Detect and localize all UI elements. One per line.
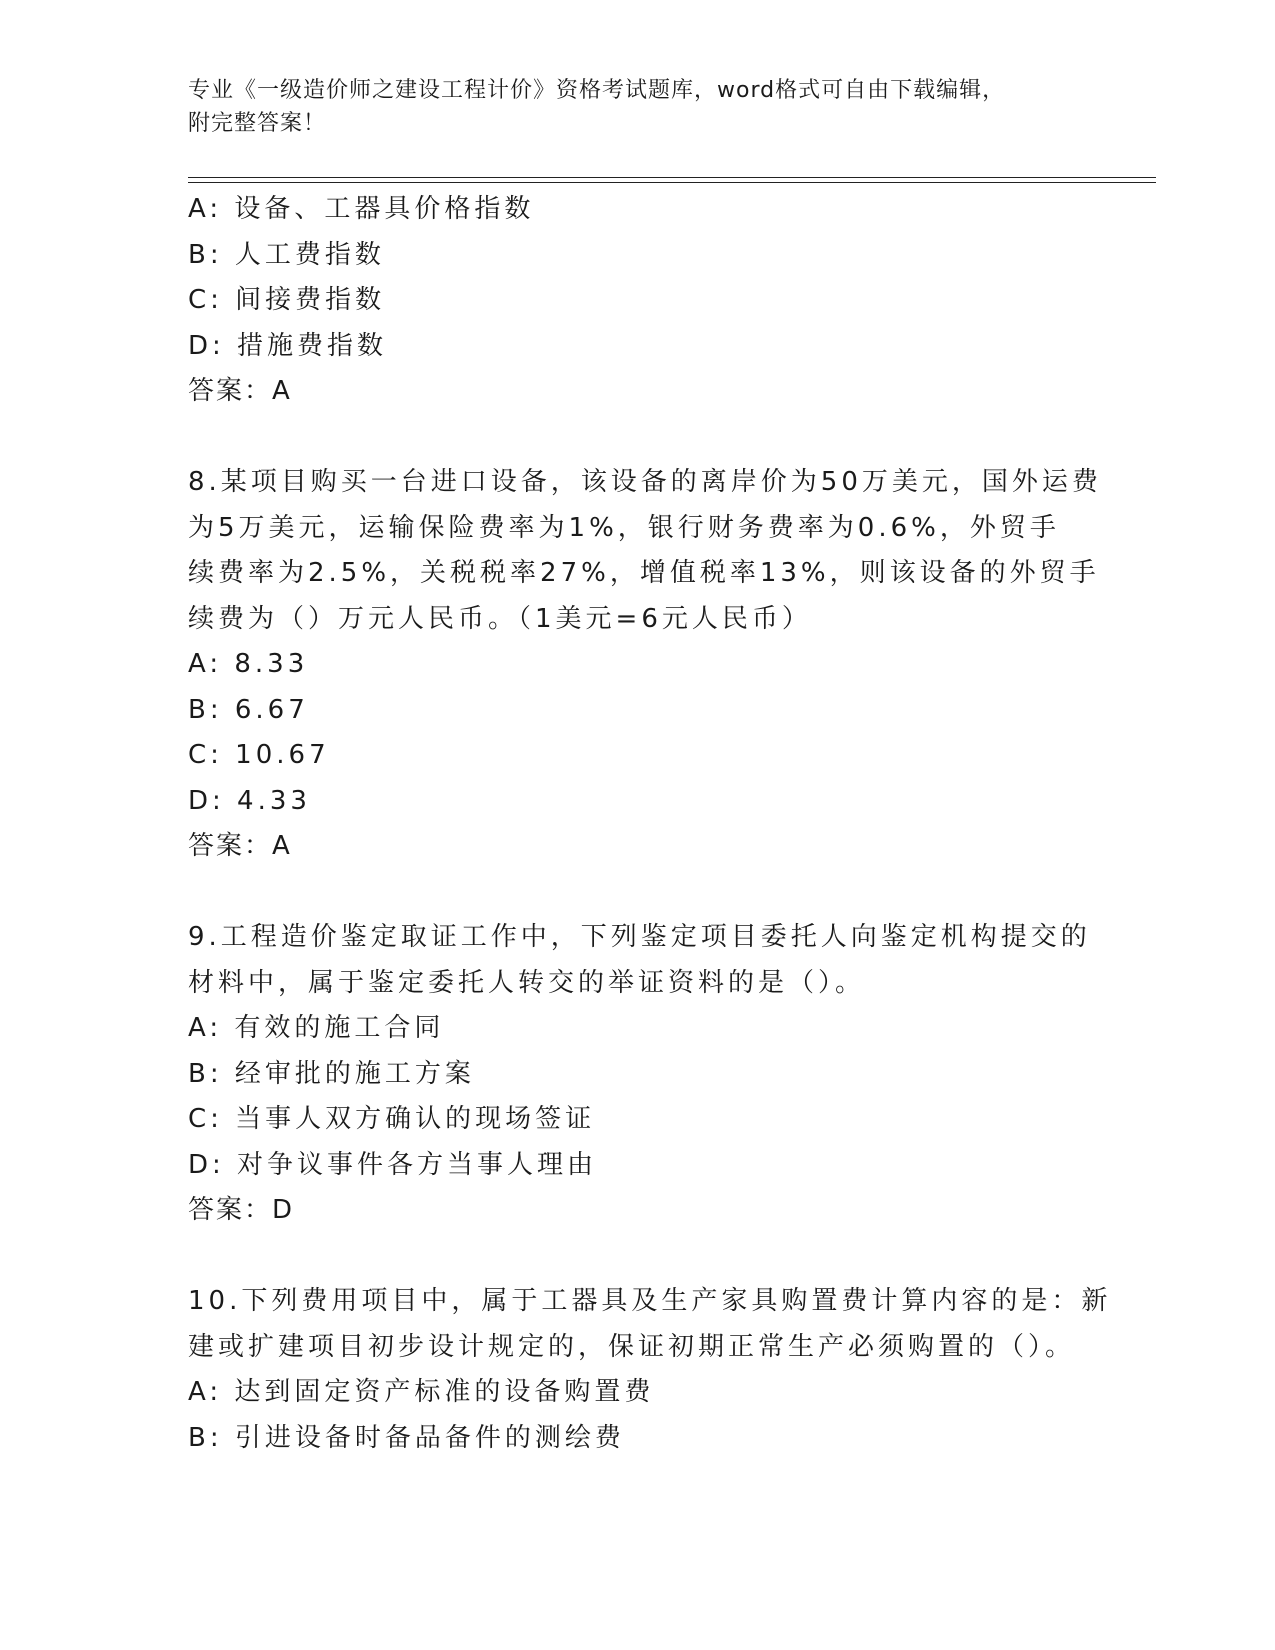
question-list <box>188 187 1112 1461</box>
question-stem-line: 建或扩建项目初步设计规定的，保证初期正常生产必须购置的（）。 <box>188 1331 1076 1362</box>
question-8 <box>188 460 1102 870</box>
header-line-2: 附完整答案！ <box>188 111 327 136</box>
answer: 答案：D <box>188 1195 295 1225</box>
option-b: B: 6.67 <box>188 694 309 725</box>
option-d: D: 对争议事件各方当事人理由 <box>188 1149 598 1180</box>
option-d: D: 措施费指数 <box>188 330 388 361</box>
spacer <box>188 415 1088 461</box>
question-stem-line: 材料中，属于鉴定委托人转交的举证资料的是（）。 <box>188 967 866 998</box>
question-stem-line: 9.工程造价鉴定取证工作中，下列鉴定项目委托人向鉴定机构提交的 <box>188 922 1091 952</box>
header-divider-top <box>188 177 1156 178</box>
option-c: C: 间接费指数 <box>188 285 386 315</box>
option-c: C: 10.67 <box>188 740 330 770</box>
answer: 答案：A <box>188 831 292 861</box>
option-a: A: 有效的施工合同 <box>188 1013 445 1043</box>
option-b: B: 引进设备时备品备件的测绘费 <box>188 1422 625 1453</box>
document-header <box>188 74 1088 140</box>
option-a: A: 8.33 <box>188 649 309 679</box>
spacer <box>188 1234 1088 1280</box>
option-a: A: 设备、工器具价格指数 <box>188 194 535 224</box>
header-divider-bottom <box>188 182 1156 183</box>
header-line-1: 专业《一级造价师之建设工程计价》资格考试题库，word格式可自由下载编辑， <box>188 78 1006 103</box>
option-c: C: 当事人双方确认的现场签证 <box>188 1104 596 1134</box>
option-d: D: 4.33 <box>188 785 311 816</box>
question-10 <box>188 1279 1112 1461</box>
answer: 答案：A <box>188 376 292 406</box>
option-b: B: 经审批的施工方案 <box>188 1058 475 1089</box>
question-7 <box>188 187 1088 415</box>
spacer <box>188 870 1088 916</box>
option-a: A: 达到固定资产标准的设备购置费 <box>188 1377 655 1407</box>
option-b: B: 人工费指数 <box>188 239 385 270</box>
question-stem-line: 续费率为2.5%，关税税率27%，增值税率13%，则该设备的外贸手 <box>188 558 1100 588</box>
question-stem-line: 8.某项目购买一台进口设备，该设备的离岸价为50万美元，国外运费 <box>188 467 1102 497</box>
question-stem-line: 10.下列费用项目中，属于工器具及生产家具购置费计算内容的是：新 <box>188 1286 1112 1316</box>
question-9 <box>188 915 1091 1234</box>
question-stem-line: 续费为（）万元人民币。（1美元=6元人民币） <box>188 603 812 634</box>
question-stem-line: 为5万美元，运输保险费率为1%，银行财务费率为0.6%，外贸手 <box>188 512 1060 543</box>
